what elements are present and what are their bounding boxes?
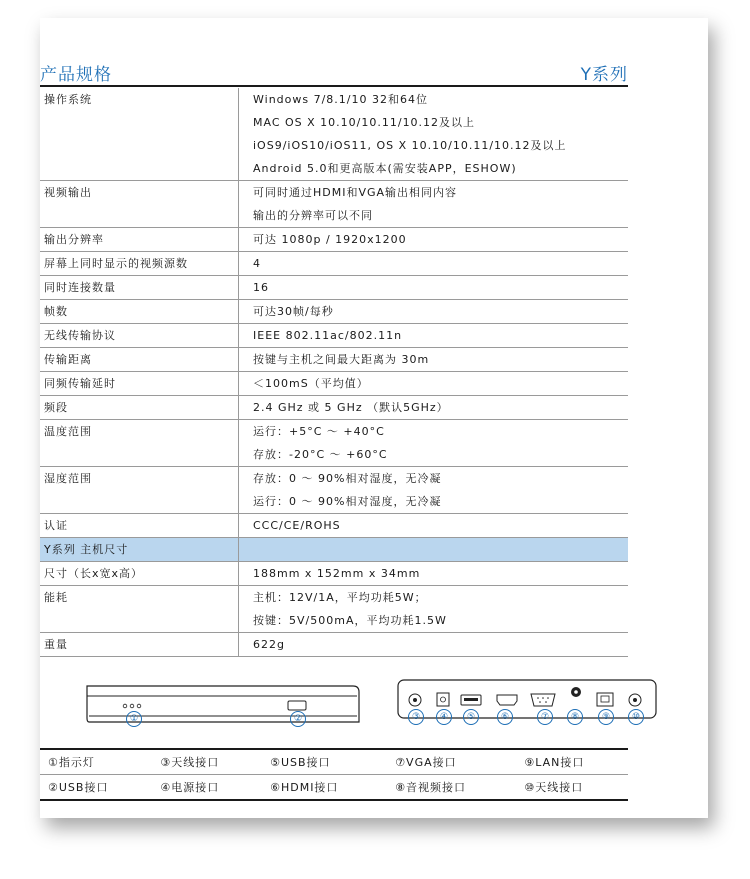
spec-key-text: 温度范围 [44,425,92,438]
spec-value [239,324,629,348]
spec-row [40,252,628,276]
power-port-icon [437,693,449,706]
spec-key-text: Y系列 主机尺寸 [44,543,129,556]
spec-key [40,633,239,657]
spec-key [40,88,239,181]
spec-value [239,586,629,633]
spec-key [40,348,239,372]
spec-value [239,228,629,252]
legend-item: ⑩天线接口 [516,775,628,801]
spec-value-line: 存放：0 ～ 90%相对湿度，无冷凝 [253,472,442,485]
spec-key [40,420,239,467]
spec-key-text: 屏幕上同时显示的视频源数 [44,257,188,270]
legend-item: ①指示灯 [40,749,152,775]
rear-label-8: ⑧ [567,709,583,725]
spec-key [40,300,239,324]
spec-value-line: ＜100mS（平均值） [253,377,369,390]
spec-value-line: MAC OS X 10.10/10.11/10.12及以上 [253,116,476,129]
spec-key [40,181,239,228]
spec-value-line: 输出的分辨率可以不同 [253,209,373,222]
spec-key-text: 输出分辨率 [44,233,104,246]
spec-value-line: 4 [253,257,261,270]
spec-key [40,252,239,276]
spec-value-line: 运行：0 ～ 90%相对湿度，无冷凝 [253,495,442,508]
spec-value [239,372,629,396]
legend-item: ⑦VGA接口 [387,749,516,775]
series-label: Y系列 [580,65,628,85]
spec-value-line [253,538,628,561]
spec-row [40,276,628,300]
spec-value-line: Android 5.0和更高版本(需安装APP，ESHOW) [253,162,517,175]
spec-row [40,562,628,586]
rear-label-6: ⑥ [497,709,513,725]
spec-value-line: 可达 1080p / 1920x1200 [253,233,407,246]
spec-value [239,396,629,420]
legend-item: ②USB接口 [40,775,152,801]
spec-key [40,396,239,420]
spec-key [40,514,239,538]
spec-value-line: 主机：12V/1A，平均功耗5W； [253,591,427,604]
spec-key [40,372,239,396]
spec-key [40,586,239,633]
spec-value [239,420,629,467]
legend-item: ⑨LAN接口 [516,749,628,775]
spec-row [40,633,628,657]
legend-item: ⑥HDMI接口 [262,775,387,801]
spec-value [239,252,629,276]
spec-row [40,228,628,252]
spec-value-line: 按键：5V/500mA，平均功耗1.5W [253,614,447,627]
spec-row [40,467,628,514]
spec-key-text: 能耗 [44,591,68,604]
vga-port-icon [531,694,555,706]
spec-row [40,586,628,633]
spec-value-line: CCC/CE/ROHS [253,519,341,532]
rear-label-10: ⑩ [628,709,644,725]
spec-key-text: 认证 [44,519,68,532]
spec-row [40,300,628,324]
front-usb-port-icon [288,701,306,710]
spec-value [239,276,629,300]
rear-label-5: ⑤ [463,709,479,725]
spec-key-text: 频段 [44,401,68,414]
spec-key-text: 湿度范围 [44,472,92,485]
rear-label-4: ④ [436,709,452,725]
hdmi-port-icon [497,695,517,705]
rear-label-3: ③ [408,709,424,725]
spec-value [239,514,629,538]
spec-row [40,372,628,396]
spec-value-line: 可同时通过HDMI和VGA输出相同内容 [253,186,458,199]
legend-item: ⑤USB接口 [262,749,387,775]
spec-key-text: 同频传输延时 [44,377,116,390]
spec-row [40,324,628,348]
spec-value [239,633,629,657]
spec-key-text: 同时连接数量 [44,281,116,294]
spec-value-line: 按键与主机之间最大距离为 30m [253,353,430,366]
spec-row [40,181,628,228]
spec-value [239,88,629,181]
spec-row [40,348,628,372]
spec-value-line: 622g [253,638,285,651]
spec-value [239,562,629,586]
spec-key [40,538,239,562]
title-rule [40,85,628,87]
spec-value-line: 存放：-20°C ～ +60°C [253,448,388,461]
legend-row [40,775,628,801]
spec-value-line: 188mm x 152mm x 34mm [253,567,421,580]
spec-key-text: 传输距离 [44,353,92,366]
spec-key [40,467,239,514]
spec-key-text: 帧数 [44,305,68,318]
spec-value-line: 2.4 GHz 或 5 GHz （默认5GHz） [253,401,449,414]
legend-item: ④电源接口 [152,775,262,801]
spec-value [239,300,629,324]
spec-value-line: 运行：+5°C ～ +40°C [253,425,385,438]
spec-key-text: 操作系统 [44,93,92,106]
legend-item: ⑧音视频接口 [387,775,516,801]
spec-row [40,538,628,562]
port-legend [40,748,628,801]
title-row [40,40,628,85]
spec-table [40,88,628,657]
spec-value-line: IEEE 802.11ac/802.11n [253,329,403,342]
spec-key [40,324,239,348]
spec-key [40,228,239,252]
spec-value-line: iOS9/iOS10/iOS11, OS X 10.10/10.11/10.12及以上 [253,139,567,152]
legend-row [40,749,628,775]
spec-key-text: 视频输出 [44,186,92,199]
spec-value-line: 可达30帧/每秒 [253,305,334,318]
spec-value [239,348,629,372]
spec-key-text: 无线传输协议 [44,329,116,342]
spec-row [40,88,628,181]
spec-key [40,562,239,586]
spec-key-text: 尺寸（长x宽x高） [44,567,144,580]
spec-value [239,467,629,514]
rear-label-9: ⑨ [598,709,614,725]
front-label-1: ① [126,711,142,727]
lan-port-icon [597,693,613,706]
spec-value [239,181,629,228]
spec-row [40,420,628,467]
spec-key [40,276,239,300]
rear-label-7: ⑦ [537,709,553,725]
front-label-2: ② [290,711,306,727]
spec-row [40,396,628,420]
spec-key-text: 重量 [44,638,68,651]
spec-row [40,514,628,538]
spec-value-line: Windows 7/8.1/10 32和64位 [253,93,428,106]
spec-value-line: 16 [253,281,269,294]
indicator-light-icon [123,704,127,708]
legend-item: ③天线接口 [152,749,262,775]
spec-value [239,538,629,562]
page-title: 产品规格 [40,65,112,85]
